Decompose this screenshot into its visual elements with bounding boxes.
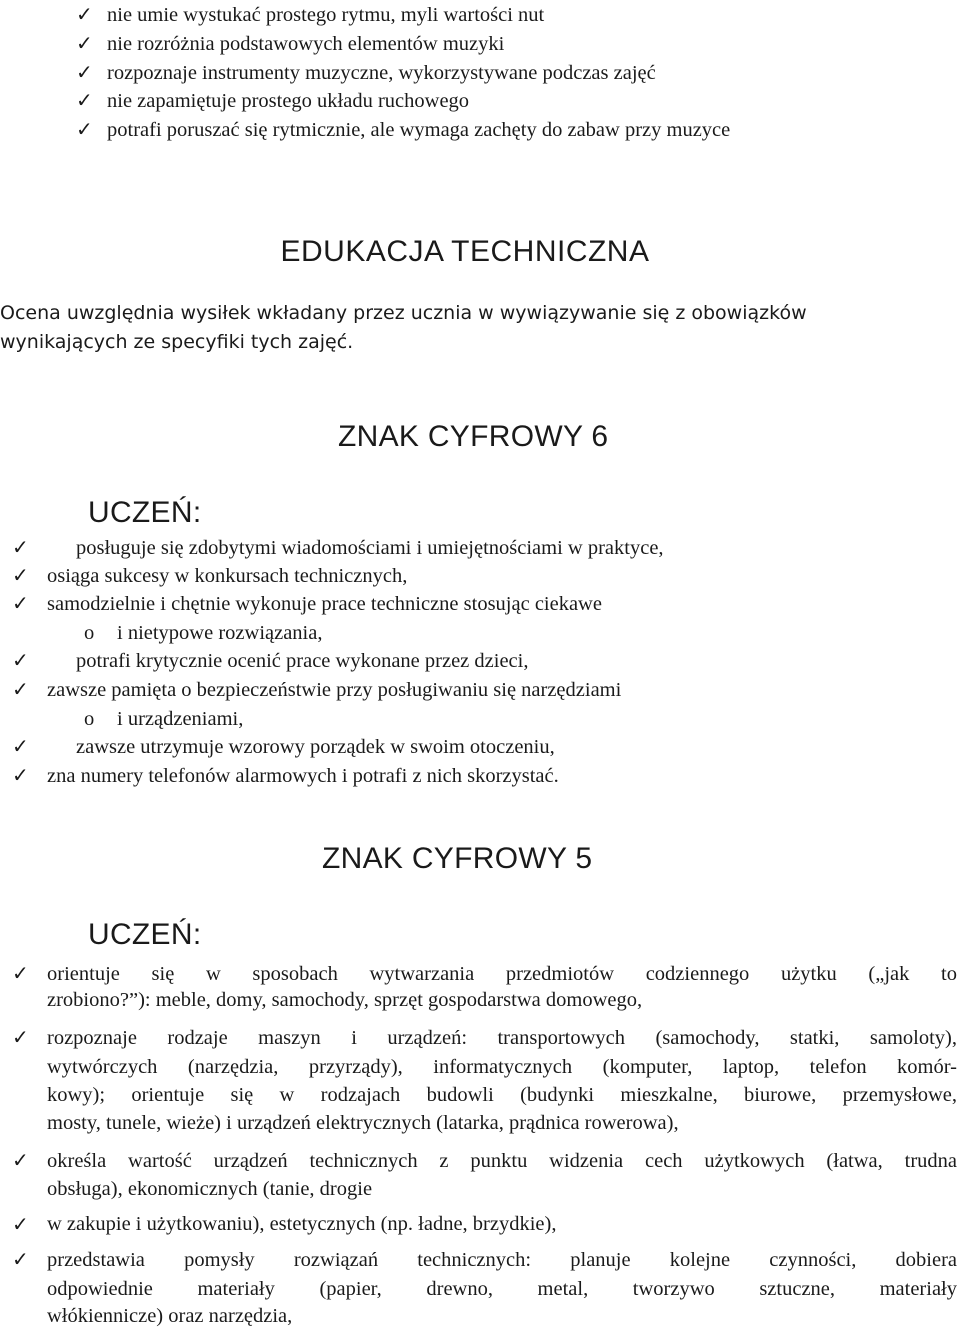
sub-bullet-icon: o <box>84 622 95 644</box>
list-item-line: zrobiono?”): meble, domy, samochody, sprzęt gospodarstwa domowego, <box>47 989 643 1011</box>
list-item: osiąga sukcesy w konkursach technicznych, <box>47 565 408 587</box>
list-item-line: orientuje się w sposobach wytwarzania przedmiotów codziennego użytku („jak to <box>47 963 957 985</box>
list-item: rozpoznaje instrumenty muzyczne, wykorzystywane podczas zajęć <box>107 62 656 84</box>
check-icon: ✓ <box>12 765 29 787</box>
list-item: zna numery telefonów alarmowych i potrafi z nich skorzystać. <box>47 765 559 787</box>
check-icon: ✓ <box>76 33 93 55</box>
list-item-line: przedstawia pomysły rozwiązań technicznych: planuje kolejne czynności, dobiera <box>47 1249 957 1271</box>
check-icon: ✓ <box>12 650 29 672</box>
list-item-line: wytwórczych (narzędzia, przyrządy), informatycznych (komputer, laptop, telefon komór- <box>47 1056 957 1078</box>
uczen-label: UCZEŃ: <box>88 918 202 951</box>
list-item: samodzielnie i chętnie wykonuje prace techniczne stosując ciekawe <box>47 593 602 615</box>
list-item-line: odpowiednie materiały (papier, drewno, metal, tworzywo sztuczne, materiały <box>47 1278 957 1300</box>
check-icon: ✓ <box>76 4 93 26</box>
check-icon: ✓ <box>76 62 93 84</box>
list-item-line: mosty, tunele, wieże) i urządzeń elektrycznych (latarka, prądnica rowerowa), <box>47 1112 679 1134</box>
list-item: zawsze pamięta o bezpieczeństwie przy posługiwaniu się narzędziami <box>47 679 622 701</box>
list-item: zawsze utrzymuje wzorowy porządek w swoim otoczeniu, <box>76 736 555 758</box>
check-icon: ✓ <box>12 1214 29 1236</box>
grade-heading: ZNAK CYFROWY 5 <box>322 842 593 875</box>
check-icon: ✓ <box>12 736 29 758</box>
check-icon: ✓ <box>12 565 29 587</box>
check-icon: ✓ <box>12 1150 29 1172</box>
check-icon: ✓ <box>76 90 93 112</box>
list-item: potrafi krytycznie ocenić prace wykonane przez dzieci, <box>76 650 529 672</box>
list-item-line: obsługa), ekonomicznych (tanie, drogie <box>47 1178 373 1200</box>
list-item-line: rozpoznaje rodzaje maszyn i urządzeń: transportowych (samochody, statki, samoloty), <box>47 1027 957 1049</box>
check-icon: ✓ <box>12 593 29 615</box>
list-item: nie zapamiętuje prostego układu ruchowego <box>107 90 470 112</box>
check-icon: ✓ <box>12 1249 29 1271</box>
list-item: nie umie wystukać prostego rytmu, myli wartości nut <box>107 4 545 26</box>
list-item: nie rozróżnia podstawowych elementów muzyki <box>107 33 505 55</box>
list-item-line: określa wartość urządzeń technicznych z punktu widzenia cech użytkowych (łatwa, trudna <box>47 1150 957 1172</box>
list-item-line: w zakupie i użytkowaniu), estetycznych (np. ładne, brzydkie), <box>47 1213 557 1235</box>
check-icon: ✓ <box>12 963 29 985</box>
list-item-line: włókiennicze) oraz narzędzia, <box>47 1305 293 1327</box>
list-item: i nietypowe rozwiązania, <box>117 622 323 644</box>
check-icon: ✓ <box>12 1027 29 1049</box>
list-item: potrafi poruszać się rytmicznie, ale wymaga zachęty do zabaw przy muzyce <box>107 119 731 141</box>
section-heading: EDUKACJA TECHNICZNA <box>280 235 650 268</box>
paragraph-line: Ocena uwzględnia wysiłek wkładany przez ucznia w wywiązywanie się z obowiązków <box>0 302 807 324</box>
check-icon: ✓ <box>76 119 93 141</box>
list-item: posługuje się zdobytymi wiadomościami i umiejętnościami w praktyce, <box>76 537 664 559</box>
list-item-line: kowy); orientuje się w rodzajach budowli (budynki mieszkalne, biurowe, przemysłowe, <box>47 1084 957 1106</box>
check-icon: ✓ <box>12 679 29 701</box>
sub-bullet-icon: o <box>84 708 95 730</box>
grade-heading: ZNAK CYFROWY 6 <box>338 420 609 453</box>
list-item: i urządzeniami, <box>117 708 244 730</box>
uczen-label: UCZEŃ: <box>88 496 202 529</box>
check-icon: ✓ <box>12 537 29 559</box>
paragraph-line: wynikających ze specyfiki tych zajęć. <box>0 331 354 353</box>
